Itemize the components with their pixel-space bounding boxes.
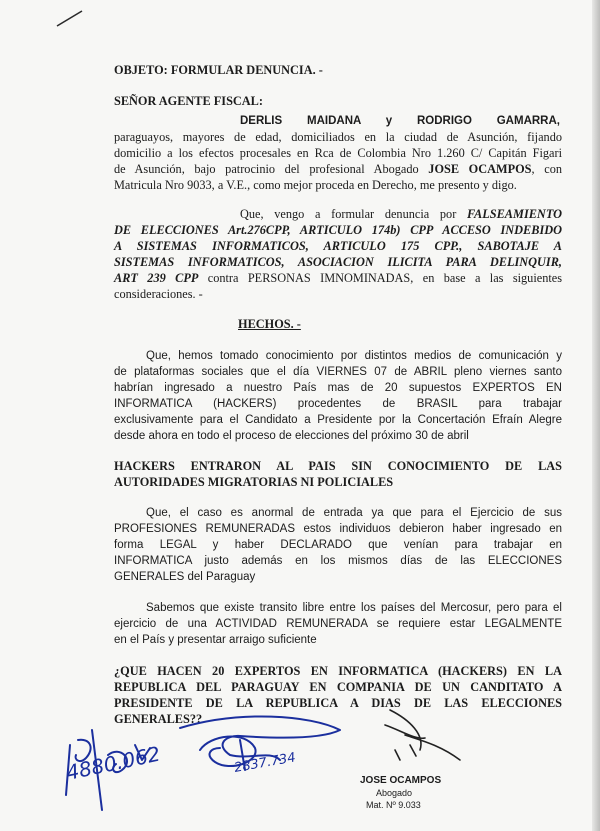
para4-line1: Que, el caso es anormal de entrada ya que para el Ejercicio de sus <box>146 507 562 519</box>
para2-line5-text: contra PERSONAS IMNOMINADAS, en base a las siguientes <box>198 271 563 285</box>
para3-line5: exclusivamente para el Candidato a Presidente por la Concertación Efraín Alegre <box>114 414 562 426</box>
para1-line2: paraguayos, mayores de edad, domiciliados en la ciudad de Asunción, fijando <box>114 130 562 144</box>
question-line1: ¿QUE HACEN 20 EXPERTOS EN INFORMATICA (HACKERS) EN LA <box>114 664 562 678</box>
para3-line1: Que, hemos tomado conocimiento por distintos medios de comunicación y <box>146 350 562 362</box>
para4-line3: forma LEGAL y haber DECLARADO que venían para trabajar en <box>114 539 562 551</box>
para2-line5-bold: ART 239 CPP <box>114 271 199 285</box>
attorney-name: JOSE OCAMPOS <box>428 162 532 176</box>
scan-edge <box>592 0 600 831</box>
para2-line1-text: Que, vengo a formular denuncia por <box>240 207 467 221</box>
handwritten-signature <box>40 700 370 825</box>
para1-line4 <box>114 161 562 177</box>
stamp-title: Abogado <box>376 788 413 798</box>
para1-line5: Matricula Nro 9033, a V.E., como mejor proceda en Derecho, me presento y digo. <box>114 178 517 192</box>
para1-line4-text: de Asunción, bajo patrocinio del profesional Abogado <box>114 162 429 176</box>
hechos-heading: HECHOS. - <box>238 317 301 331</box>
para2-line5 <box>114 270 562 286</box>
para2-line1 <box>240 206 562 222</box>
stamp-matricula: Mat. Nº 9.033 <box>366 800 421 810</box>
salutation: SEÑOR AGENTE FISCAL: <box>114 94 263 108</box>
question-line2: REPUBLICA DEL PARAGUAY EN COMPANIA DE UN CANDITATO A <box>114 680 562 694</box>
hackers-heading-line2: AUTORIDADES MIGRATORIAS NI POLICIALES <box>114 475 394 489</box>
para2-line1-bold: FALSEAMIENTO <box>466 207 562 221</box>
para1-line3: domicilio a los efectos procesales en Rca de Colombia Nro 1.260 C/ Capitán Figari <box>114 146 562 160</box>
handwritten-number-1: 4880.062 <box>64 741 163 785</box>
para2-line2: DE ELECCIONES Art.276CPP, ARTICULO 174b) CPP ACCESO INDEBIDO <box>114 223 562 237</box>
para2-line4: SISTEMAS INFORMATICOS, ASOCIACION ILICITA PARA DELINQUIR, <box>114 255 562 269</box>
para3-line2: de plataformas sociales que el día VIERNES 07 de ABRIL pleno viernes santo <box>114 366 562 378</box>
para3-line3: habrían ingresado a nuestro País mas de 20 supuestos EXPERTOS EN <box>114 382 562 394</box>
para1-line4-tail: , con <box>531 162 562 176</box>
para5-line3: en el País y presentar arraigo suficiente <box>114 634 317 646</box>
pen-mark <box>55 8 85 28</box>
para5-line1: Sabemos que existe transito libre entre los países del Mercosur, pero para el <box>146 602 562 614</box>
para4-line5: GENERALES del Paraguay <box>114 571 256 583</box>
question-line4: GENERALES?? <box>114 712 203 726</box>
para3-line6: desde ahora en todo el proceso de elecciones del próximo 30 de abril <box>114 430 469 442</box>
para5-line2: ejercicio de una ACTIVIDAD REMUNERADA se requiere estar LEGALMENTE <box>114 618 562 630</box>
para2-line6: consideraciones. - <box>114 287 203 301</box>
para2-line3: A SISTEMAS INFORMATICOS, ARTICULO 175 CPP., SABOTAJE A <box>114 239 562 253</box>
hackers-heading-line1: HACKERS ENTRARON AL PAIS SIN CONOCIMIENTO DE LAS <box>114 459 562 473</box>
para4-line4: INFORMATICA justo además en los mismos días de las ELECCIONES <box>114 555 562 567</box>
para3-line4: INFORMATICA (HACKERS) procedentes de BRASIL para trabajar <box>114 398 562 410</box>
complainant-names: DERLIS MAIDANA y RODRIGO GAMARRA, <box>240 115 560 127</box>
handwritten-number-2: 2837.734 <box>233 750 297 776</box>
objeto-line: OBJETO: FORMULAR DENUNCIA. - <box>114 63 323 77</box>
question-line3: PRESIDENTE DE LA REPUBLICA A DIAS DE LAS ELECCIONES <box>114 696 562 710</box>
attorney-signature <box>370 690 480 775</box>
para4-line2: PROFESIONES REMUNERADAS estos individuos debieron haber ingresado en <box>114 523 562 535</box>
stamp-name: JOSE OCAMPOS <box>360 775 442 786</box>
